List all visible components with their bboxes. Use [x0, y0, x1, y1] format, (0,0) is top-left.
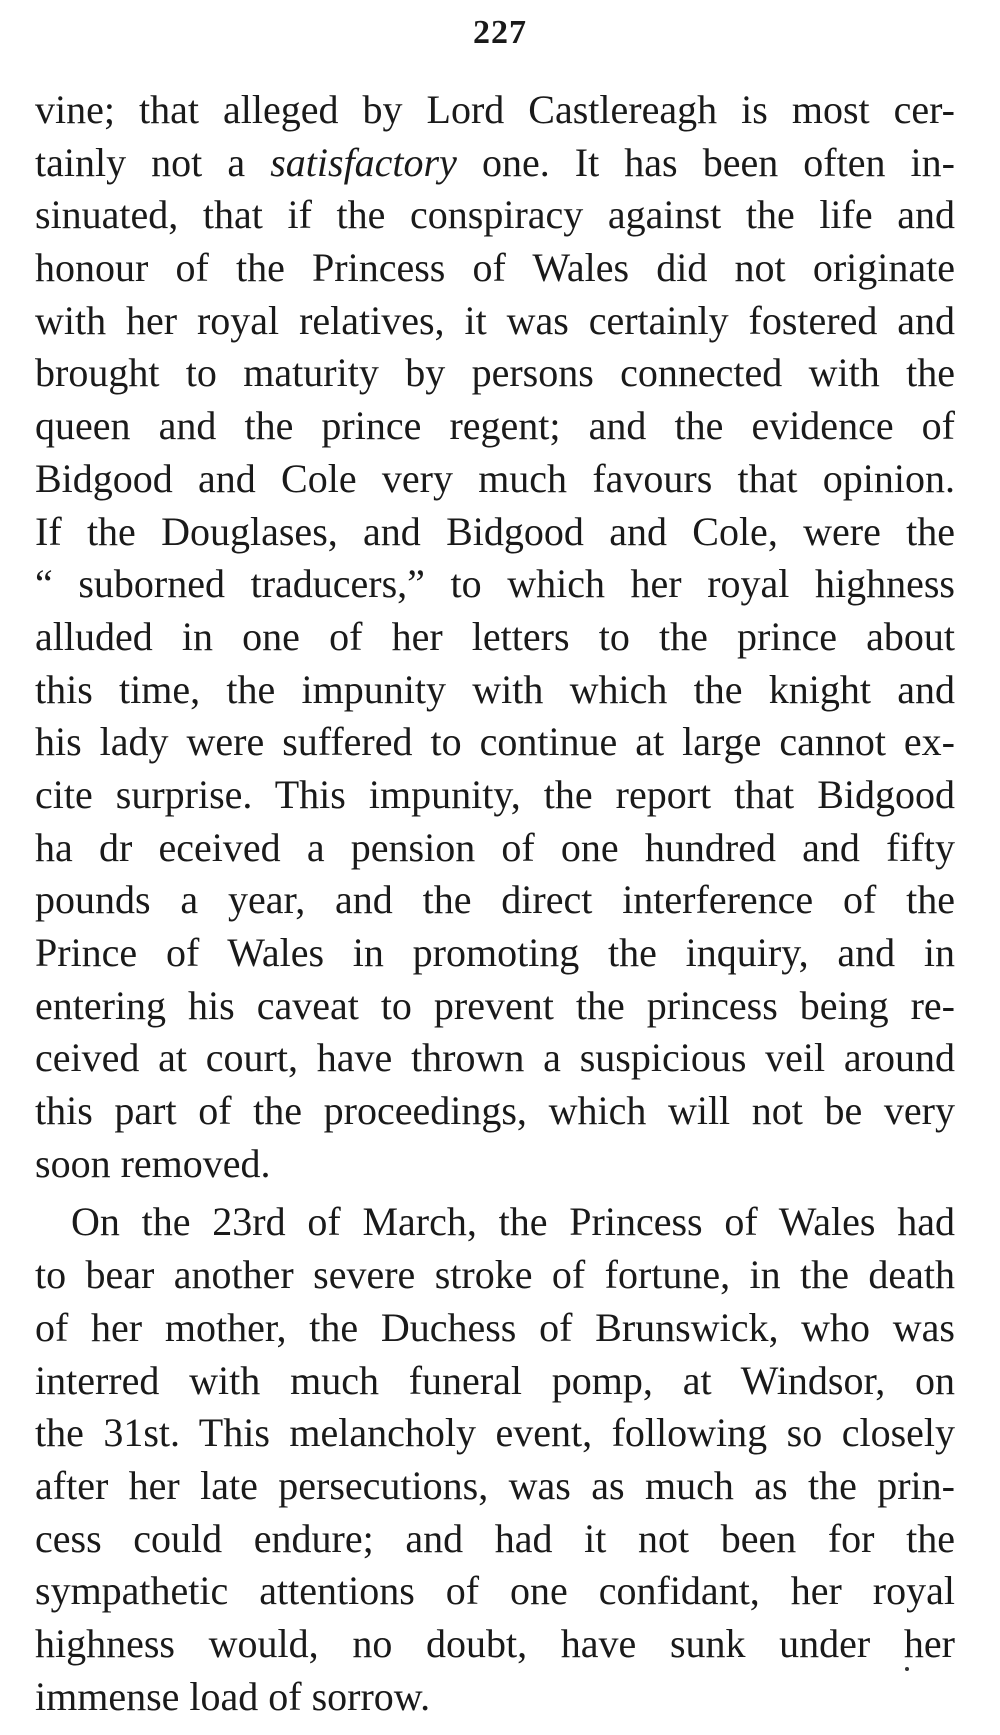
text-line: If the Douglases, and Bidgood and Cole, were the [35, 508, 955, 554]
text-line: On the 23rd of March, the Princess of Wales had [71, 1199, 955, 1245]
text-line: Bidgood and Cole very much favours that opinion. [35, 455, 955, 501]
paragraph [35, 1196, 955, 1723]
text-line: alluded in one of her letters to the prince about [35, 613, 955, 659]
text-line-with-emphasis [35, 137, 955, 190]
text-line: sinuated, that if the conspiracy against the life and [35, 192, 955, 238]
text-line: brought to maturity by persons connected with the [35, 350, 955, 396]
text-line: his lady were suffered to continue at large cannot ex- [35, 719, 955, 765]
body-text [35, 84, 955, 1723]
page-number: 227 [473, 14, 527, 51]
text-line: this part of the proceedings, which will not be very [35, 1088, 955, 1134]
text-line: vine; that alleged by Lord Castlereagh is most cer- [35, 87, 955, 132]
text-line: pounds a year, and the direct interference of the [35, 877, 955, 923]
text-line: soon removed. [35, 1140, 271, 1186]
text-line: the 31st. This melancholy event, following so closely [35, 1410, 955, 1456]
text-line: queen and the prince regent; and the evidence of [35, 403, 955, 449]
text-line: ha dr eceived a pension of one hundred and fifty [35, 824, 955, 870]
text-line: after her late persecutions, was as much as the prin- [35, 1462, 955, 1508]
text-line: this time, the impunity with which the knight and [35, 666, 955, 712]
text-line: ceived at court, have thrown a suspicious veil around [35, 1035, 955, 1081]
text-line: with her royal relatives, it was certainly fostered and [35, 297, 955, 343]
text-line: honour of the Princess of Wales did not originate [35, 245, 955, 291]
text-line: immense load of sorrow. [35, 1673, 431, 1719]
text-segment: one. It has been often in- [456, 139, 955, 185]
text-line: of her mother, the Duchess of Brunswick, who was [35, 1304, 955, 1350]
text-line: highness would, no doubt, have sunk under her [35, 1620, 955, 1666]
text-line: to bear another severe stroke of fortune, in the death [35, 1252, 955, 1298]
text-line: cess could endure; and had it not been for the [35, 1515, 955, 1561]
text-segment: tainly not a [35, 139, 271, 185]
text-line: cite surprise. This impunity, the report that Bidgood [35, 771, 955, 817]
italic-word: satisfactory [270, 139, 457, 185]
text-line: interred with much funeral pomp, at Windsor, on [35, 1357, 955, 1403]
text-line: Prince of Wales in promoting the inquiry, and in [35, 930, 955, 975]
text-line: entering his caveat to prevent the princess being re- [35, 982, 955, 1028]
text-line: sympathetic attentions of one confidant, her royal [35, 1568, 955, 1614]
ink-speck [905, 1667, 909, 1671]
text-line: “ suborned traducers,” to which her royal highness [35, 561, 955, 607]
paragraph [35, 84, 955, 1190]
